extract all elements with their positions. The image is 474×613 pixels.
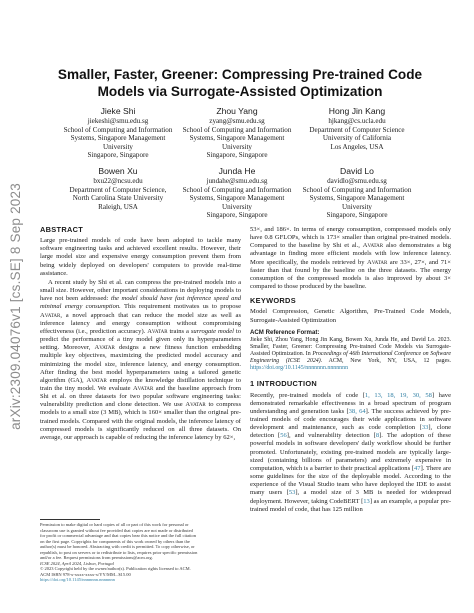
text-run: A recent study by Shi et al. can compress the pre-trained models into a small size. However, other important considerations in deploying models to have not been addressed: — [40, 278, 241, 303]
arxiv-identifier: arXiv:2309.04076v1 [cs.SE] 8 Sep 2023 — [7, 182, 23, 430]
conference-line: ICSE 2024, April 2024, Lisbon, Portugal — [40, 560, 114, 566]
author-affiliation: School of Computing and Information — [63, 125, 173, 134]
right-column — [250, 226, 451, 515]
author-email: bxu22@ncsu.edu — [93, 177, 143, 185]
text-run: designs a new fitness function embedding multiple key objectives, maximizing the predicted model accuracy and minimizing the model size, inference latency, and energy consumption. After finding the best model hyperparameters using a tailored genetic algorithm (GA), — [40, 344, 241, 384]
text-run: Jieke Shi, Zhou Yang, Hong Jin Kang, Bowen Xu, Junda He, and David Lo. 2023. Smaller, Faster, Greener: Compressing Pre-trained Code Models via Surrogate-Assisted Optimization. In — [250, 336, 451, 358]
citation-link[interactable]: 13 — [363, 497, 370, 505]
footnote-line: classroom use is granted without fee provided that copies are not made or distributed — [40, 527, 193, 533]
author-name: Junda He — [218, 166, 256, 176]
footnote-divider — [40, 519, 100, 520]
author-block — [53, 166, 183, 211]
author-name: Bowen Xu — [98, 166, 138, 176]
citation-link[interactable]: 56 — [280, 432, 287, 440]
approach-name: Avatar — [362, 242, 384, 250]
text-run: ], and vulnerability detection [ — [286, 432, 376, 440]
approach-name: Avatar — [366, 258, 388, 266]
author-block — [172, 166, 302, 220]
footnote-line: and/or a fee. Request permissions from permissions@acm.org. — [40, 555, 153, 560]
author-block — [292, 106, 422, 151]
author-affiliation: Systems, Singapore Management — [189, 194, 285, 203]
text-run: ACM, New York, NY, USA, 12 pages. — [322, 358, 451, 365]
author-email: jiekeshi@smu.edu.sg — [87, 117, 149, 125]
text-run: Recently, pre-trained models of code [ — [250, 391, 365, 399]
text-run: This requirement motivates us to propose — [120, 303, 241, 311]
keywords-text: Model Compression, Genetic Algorithm, Pre-Trained Code Models, Surrogate-Assisted Optimization — [250, 308, 451, 324]
author-block — [53, 106, 183, 160]
author-email: jundahe@smu.edu.sg — [206, 177, 268, 185]
text-run: ], clone detection [ — [250, 424, 451, 440]
text-run: ] as an example, a popular pre-trained model of code, that has 125 million — [250, 497, 452, 513]
author-affiliation: Department of Computer Science — [309, 125, 405, 134]
author-affiliation: University — [222, 142, 252, 151]
author-affiliation: Systems, Singapore Management — [189, 134, 285, 143]
doi-link[interactable]: https://doi.org/10.1145/nnnnnnn.nnnnnnn — [40, 577, 115, 582]
citation-link[interactable]: 33 — [421, 424, 429, 432]
abstract-heading: ABSTRACT — [40, 225, 84, 234]
emphasis-text: surrogate model — [190, 327, 234, 335]
left-column — [40, 226, 241, 443]
author-name: Jieke Shi — [100, 106, 136, 116]
acm-reference-heading: ACM Reference Format: — [250, 328, 320, 336]
proceedings-title: Proceedings of 46th International Conference on Software Engineering (ICSE 2024). — [250, 351, 451, 365]
author-affiliation: North Carolina State University — [72, 194, 164, 203]
author-affiliation: University — [342, 202, 372, 211]
citation-link[interactable]: 53 — [288, 489, 296, 497]
author-name: Zhou Yang — [216, 106, 258, 116]
footnote-line: ACM ISBN 978-x-xxxx-xxxx-x/YY/MM...$15.00 — [40, 571, 131, 577]
author-name: David Lo — [340, 166, 374, 176]
text-run: ]. The adoption of these powerful models in software developers' daily workflow should be further promoted. Unfortunately, existing pre-trained models are typically large-sized (containing billions of parameters) and extremely expensive in computation, which is a barrier to their practical applications [ — [250, 432, 451, 472]
text-run: are 33×, 27×, and 71× faster than that found by the baseline on the three datasets. The energy consumption of the compressed models is also improved by about 3× compared to those produced by the baseline. — [250, 258, 451, 291]
footnote-line: author(s) must be honored. Abstracting with credit is permitted. To copy otherwise, or — [40, 544, 195, 549]
approach-name: Avatar — [132, 384, 154, 392]
text-run: 53×, and 186×. In terms of energy consumption, compressed models only have 0.8 GFLOPs, which is 173× smaller than original pre-trained models. Compared to the baseline by Shi et al., — [250, 226, 451, 250]
arxiv-identifier-stamp — [4, 96, 26, 516]
footnote-line: on the first page. Copyrights for components of this work owned by others than the — [40, 538, 190, 544]
approach-name: Avatar — [147, 327, 168, 335]
acm-reference-text — [250, 337, 451, 372]
abstract-paragraph — [40, 279, 241, 442]
approach-name: Avatar — [185, 401, 206, 409]
author-location: Los Angeles, USA — [330, 142, 384, 151]
author-affiliation: Systems, Singapore Management — [309, 194, 405, 203]
text-run: employs the knowledge distillation technique to train the tiny model. We evaluate — [40, 376, 242, 392]
author-affiliation: University — [222, 202, 252, 211]
text-run: to predict the performance of a tiny model given only its hyperparameters setting. Moreover, — [40, 327, 241, 352]
author-affiliation: School of Computing and Information — [182, 125, 292, 134]
author-location: Singapore, Singapore — [206, 151, 268, 160]
copyright-footnote — [40, 522, 241, 583]
text-run: to compress models to a small size (3 MB), which is 160× smaller than the original pre-trained models. Compared with the original models, the inference latency of compressed models is significantly reduced on all three datasets. On average, our approach is capable of reducing the inference latency by 62×, — [40, 401, 242, 441]
author-email: davidlo@smu.edu.sg — [327, 177, 387, 185]
text-run: ]. The success achieved by pre-trained models of code encourages their wide applications in software development and maintenance, such as code completion [ — [250, 407, 452, 432]
introduction-heading: 1 INTRODUCTION — [250, 379, 318, 389]
doi-link[interactable]: https://doi.org/10.1145/nnnnnnn.nnnnnnn — [250, 365, 349, 372]
text-run: ]. There are some guidelines for the size of the deployable model. According to the experience of the Visual Studio team who have deployed the IDE to assist many users [ — [250, 464, 451, 497]
author-email: zyang@smu.edu.sg — [209, 117, 265, 125]
citation-link[interactable]: 1, 13, 18, 19, 30, 58 — [364, 391, 432, 399]
text-run: ], a model size of 3 MB is needed for widespread deployment. However, taking CodeBERT [ — [250, 489, 451, 505]
approach-name: Avatar — [86, 376, 107, 384]
author-affiliation: School of Computing and Information — [182, 185, 292, 194]
footnote-line: Permission to make digital or hard copies of all or part of this work for personal or — [40, 522, 189, 527]
emphasis-text: the model should have fast inference speed and minimal energy consumption. — [40, 295, 242, 311]
text-run: trains a — [167, 327, 191, 335]
author-email: hjkang@cs.ucla.edu — [328, 117, 386, 125]
author-affiliation: Systems, Singapore Management — [70, 134, 166, 143]
author-location: Singapore, Singapore — [326, 211, 388, 220]
introduction-paragraph — [250, 392, 451, 514]
author-affiliation: School of Computing and Information — [302, 185, 412, 194]
author-block — [292, 166, 422, 220]
author-affiliation: University of California — [322, 134, 392, 143]
text-run: also demonstrates a big advantage in finding more efficient models with low inference latency. More specifically, the models retrieved by — [250, 242, 451, 266]
author-affiliation: Department of Computer Science, — [69, 185, 167, 194]
citation-link[interactable]: 47 — [414, 464, 421, 472]
abstract-continuation — [250, 226, 451, 291]
text-run: and the baseline approach from Shi et al. on three datasets for two popular software engineering tasks: vulnerability prediction and clone detection. We use — [40, 384, 241, 409]
citation-link[interactable]: 38, 64 — [348, 407, 366, 415]
abstract-paragraph: Large pre-trained models of code have been adopted to tackle many software engineering tasks and achieved excellent results. However, their large model size and expensive energy consumption prevent them from being widely deployed on developers' computers to provide real-time assistance. — [40, 237, 241, 277]
keywords-heading: KEYWORDS — [250, 296, 296, 306]
author-affiliation: University — [103, 142, 133, 151]
footnote-line: © 2023 Copyright held by the owner/author(s). Publication rights licensed to ACM. — [40, 566, 191, 571]
citation-link[interactable]: 8 — [375, 432, 380, 440]
author-location: Singapore, Singapore — [206, 211, 268, 220]
text-run: ] have demonstrated remarkable effectiveness in a broad spectrum of program understanding and generation tasks [ — [250, 391, 451, 415]
author-block — [172, 106, 302, 160]
author-location: Raleigh, USA — [98, 202, 138, 211]
approach-name: Avatar — [40, 311, 61, 319]
footnote-line: republish, to post on servers or to redistribute to lists, requires prior specific permission — [40, 549, 198, 555]
author-name: Hong Jin Kang — [328, 106, 386, 116]
text-run: , a novel approach that can reduce the model size as well as inference latency and energy consumption without compromising effectiveness (i.e., prediction accuracy). — [40, 311, 241, 335]
author-location: Singapore, Singapore — [87, 151, 149, 160]
footnote-line: for profit or commercial advantage and that copies bear this notice and the full citation — [40, 533, 196, 538]
approach-name: Avatar — [94, 344, 115, 352]
paper-title: Smaller, Faster, Greener: Compressing Pre-trained Code Models via Surrogate-Assisted Optimization — [57, 67, 423, 99]
